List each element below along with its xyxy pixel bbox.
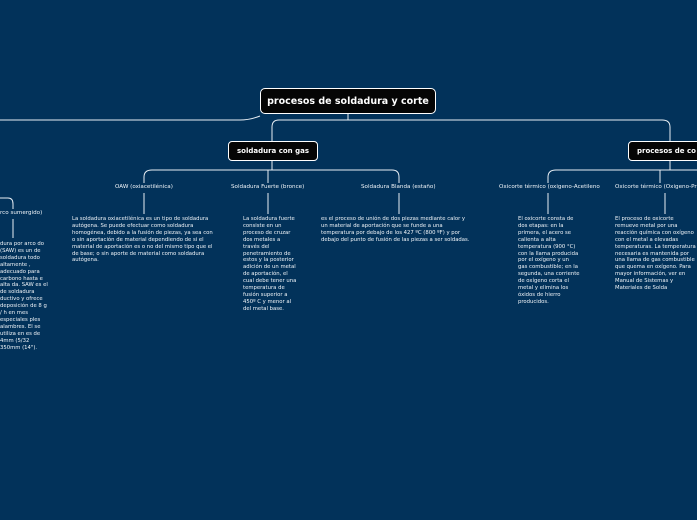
root-topic-node[interactable] <box>260 88 436 114</box>
note-arco-sumergido-description: dura por arco do (SAW) es un de soldadura todo altamente , adecuado para carbono hasta e alta da. SAW es el de soldadura ductivo y ofrece deposición de 8 g / h en mes especiales ples alambres. El se utiliza en es de 4mm (5/32 350mm (14"). <box>0 241 48 351</box>
subtopic-arco-sumergido-label: rco sumergido) <box>0 210 43 216</box>
subtopic-oxicorte-propano-label: Oxicorte térmico (Oxigeno-Pr <box>615 184 697 190</box>
root-topic-title: procesos de soldadura y corte <box>267 95 429 107</box>
connector-left-branch <box>0 198 13 209</box>
subtopic-arco-sumergido[interactable] <box>0 210 42 216</box>
subtopic-oxicorte-propano[interactable] <box>615 184 697 190</box>
connector-soldadura-children <box>144 160 399 183</box>
connector-root-left <box>0 116 260 120</box>
topic-soldadura-con-gas[interactable] <box>228 141 318 161</box>
connector-root-soldadura <box>272 114 348 141</box>
topic-soldadura-con-gas-label: soldadura con gas <box>237 147 309 155</box>
subtopic-oxicorte-acetileno-label: Oxicorte térmico (oxigeno-Acetileno <box>499 184 600 190</box>
subtopic-soldadura-fuerte[interactable] <box>231 184 304 190</box>
topic-procesos-de-corte[interactable] <box>628 141 697 161</box>
note-oaw-description: La soldadura oxiacetilénica es un tipo de soldadura autógena. Se puede efectuar como soldadura homogénea, debido a la fusión de piezas, ya sea con o sin aportación de material dependiendo de si el material de aportación es o no del mismo tipo que el de base; o sin aporte de material como soldadura autógena. <box>72 216 213 264</box>
subtopic-soldadura-fuerte-label: Soldadura Fuerte (bronce) <box>231 184 305 190</box>
subtopic-oxicorte-acetileno[interactable] <box>499 184 600 190</box>
subtopic-soldadura-blanda-label: Soldadura Blanda (estaño) <box>361 184 436 190</box>
subtopic-soldadura-blanda[interactable] <box>361 184 436 190</box>
note-oxicorte-acetileno-description: El oxicorte consta de dos etapas: en la primera, el acero se calienta a alta temperatura (900 °C) con la llama producida por el oxígeno y un gas combustible; en la segunda, una corriente de oxígeno corta el metal y elimina los óxidos de hierro producidos. <box>518 216 580 305</box>
note-oxicorte-propano-description: El proceso de oxicorte remueve metal por una reacción química con oxígeno con el metal a elevadas temperaturas. La temperatura necesaria es mantenida por una llama de gas combustible que quema en oxígeno. Para mayor información, ver en Manual de Sistemas y Materiales de Solda <box>615 216 696 292</box>
note-soldadura-fuerte-description: La soldadura fuerte consiste en un proceso de cruzar dos metales a través del penetramiento de estos y la posterior adición de un metal de aportación, el cual debe tener una temperatura de fusión superior a 450º C y menor al del metal base. <box>243 216 297 312</box>
subtopic-oaw-label: OAW (oxiacetilénica) <box>115 184 173 190</box>
connector-corte-children <box>548 160 697 183</box>
subtopic-oaw[interactable] <box>115 184 173 190</box>
topic-procesos-de-corte-label: procesos de co <box>637 147 696 155</box>
note-soldadura-blanda-description: es el proceso de unión de dos piezas mediante calor y un material de aportación que se funde a una temperatura por debajo de los 427 ºC (800 ºF) y por debajo del punto de fusión de las piezas a ser soldadas. <box>321 216 470 243</box>
connector-root-corte <box>348 120 670 141</box>
